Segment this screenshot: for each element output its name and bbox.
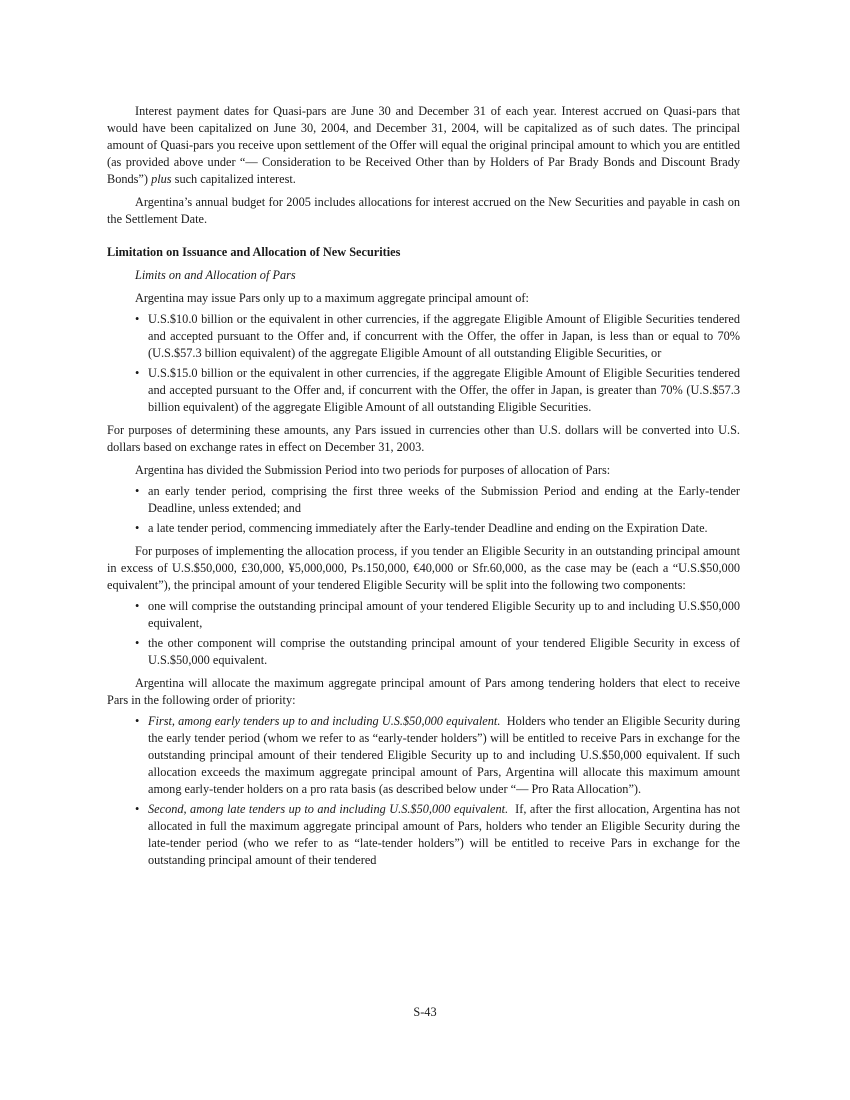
section-heading: Limitation on Issuance and Allocation of New Securities <box>107 245 401 259</box>
priority-lead-italic: First, among early tenders up to and including U.S.$50,000 equivalent. <box>148 714 501 728</box>
bullet-list-periods <box>107 483 740 537</box>
list-item <box>107 801 740 869</box>
bullet-list-limits <box>107 311 740 416</box>
paragraph-allocation-process: For purposes of implementing the allocation process, if you tender an Eligible Security in an outstanding principal amount in excess of U.S.$50,000, £30,000, ¥5,000,000, Ps.150,000, €40,000 or Sfr.60,000, as the case may be (each a “U.S.$50,000 equivalent”), the principal amount of your tendered Eligible Security will be split into the following two components: <box>107 544 740 592</box>
list-item: • an early tender period, comprising the first three weeks of the Submission Period and ending at the Early-tender Deadline, unless extended; and <box>107 483 740 517</box>
priority-lead-italic: Second, among late tenders up to and including U.S.$50,000 equivalent. <box>148 802 509 816</box>
paragraph-max-amount: Argentina may issue Pars only up to a maximum aggregate principal amount of: <box>135 291 529 305</box>
bullet-list-priority <box>107 713 740 869</box>
list-item <box>107 713 740 798</box>
paragraph-priority: Argentina will allocate the maximum aggregate principal amount of Pars among tendering holders that elect to receive Pars in the following order of priority: <box>107 676 740 707</box>
paragraph-budget: Argentina’s annual budget for 2005 includes allocations for interest accrued on the New Securities and payable in cash on the Settlement Date. <box>107 195 740 226</box>
priority-text: If, after the first allocation, Argentina has not allocated in full the maximum aggregate principal amount of Pars, holders who tender an Eligible Security during the late-tender period (who we refer to as “late-tender holders”) will be entitled to receive Pars in exchange for the outstanding principal amount of their tendered <box>148 802 740 867</box>
paragraph-text-tail: such capitalized interest. <box>174 172 296 186</box>
list-item: • the other component will comprise the outstanding principal amount of your tendered Eligible Security in excess of U.S.$50,000 equivalent. <box>107 635 740 669</box>
bullet-list-components <box>107 598 740 669</box>
paragraph-text: Interest payment dates for Quasi-pars are June 30 and December 31 of each year. Interest accrued on Quasi-pars that would have been capitalized on June 30, 2004, and December 31, 2004, will be capitalized as of such dates. The principal amount of Quasi-pars you receive upon settlement of the Offer will equal the original principal amount to which you are entitled (as provided above under “— Consideration to be Received Other than by Holders of Par Brady Bonds and Discount Brady Bonds”) <box>107 104 740 186</box>
list-item: • one will comprise the outstanding principal amount of your tendered Eligible Security up to and including U.S.$50,000 equivalent, <box>107 598 740 632</box>
list-item: • U.S.$10.0 billion or the equivalent in other currencies, if the aggregate Eligible Amount of Eligible Securities tendered and accepted pursuant to the Offer and, if concurrent with the Offer, the offer in Japan, is less than or equal to 70% (U.S.$57.3 billion equivalent) of the aggregate Eligible Amount of all outstanding Eligible Securities, or <box>107 311 740 362</box>
paragraph-quasi-pars-interest <box>107 103 740 188</box>
priority-text: Holders who tender an Eligible Security during the early tender period (whom we refer to as “early-tender holders”) will be entitled to receive Pars in exchange for the outstanding principal amount of their tendered Eligible Security up to and including U.S.$50,000 equivalent. If such allocation exceeds the maximum aggregate principal amount of Pars, Argentina will allocate this maximum amount among early-tender holders on a pro rata basis (as described below under “— Pro Rata Allocation”). <box>148 714 741 796</box>
document-body <box>107 103 740 869</box>
paragraph-submission-periods: Argentina has divided the Submission Period into two periods for purposes of allocation of Pars: <box>135 463 611 477</box>
paragraph-conversion: For purposes of determining these amounts, any Pars issued in currencies other than U.S. dollars will be converted into U.S. dollars based on exchange rates in effect on December 31, 2003. <box>107 423 740 454</box>
page-number: S-43 <box>413 1005 437 1019</box>
plus-italic: plus <box>151 172 172 186</box>
subsection-heading: Limits on and Allocation of Pars <box>135 268 296 282</box>
list-item: • U.S.$15.0 billion or the equivalent in other currencies, if the aggregate Eligible Amount of Eligible Securities tendered and accepted pursuant to the Offer and, if concurrent with the Offer, the offer in Japan, is greater than 70% (U.S.$57.3 billion equivalent) of the aggregate Eligible Amount of all outstanding Eligible Securities. <box>107 365 740 416</box>
list-item: • a late tender period, commencing immediately after the Early-tender Deadline and ending on the Expiration Date. <box>107 520 740 537</box>
